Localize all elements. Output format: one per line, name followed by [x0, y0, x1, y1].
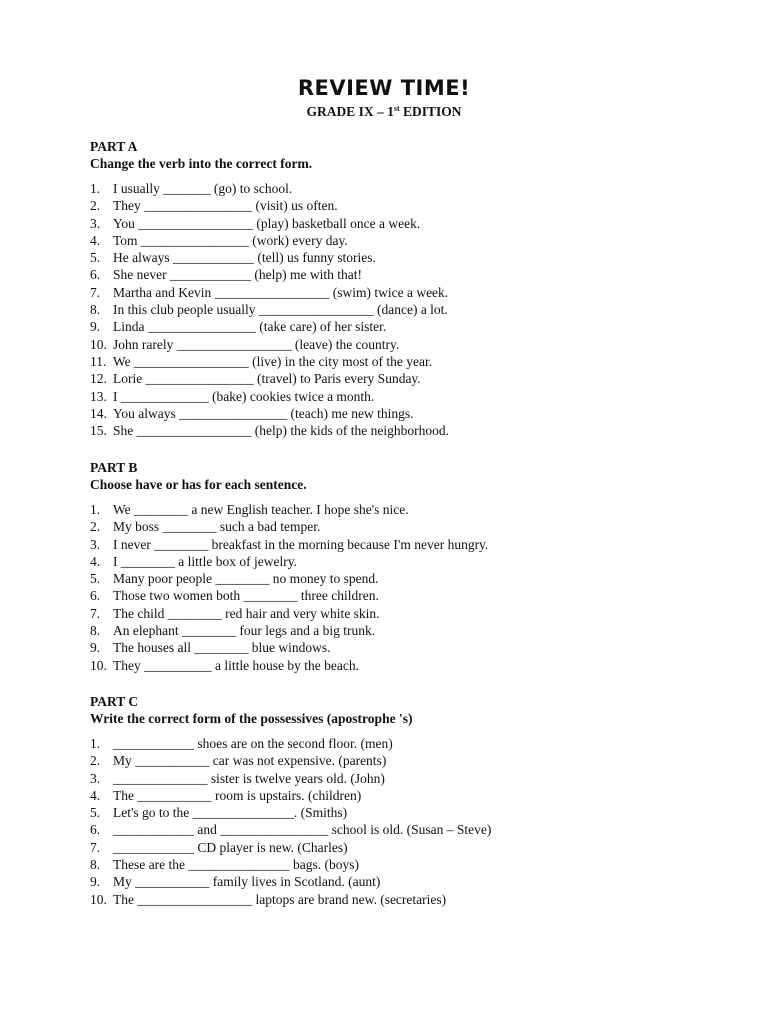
list-item — [90, 336, 449, 353]
list-item — [90, 215, 449, 232]
item-text: An elephant ________ four legs and a big trunk. — [113, 623, 376, 639]
subtitle-ordinal: st — [393, 104, 400, 113]
list-item — [90, 180, 449, 197]
part-a-list — [90, 180, 449, 439]
item-number: 4. — [90, 553, 101, 569]
item-text: Lorie ________________ (travel) to Paris every Sunday. — [113, 371, 421, 387]
item-number: 10. — [90, 657, 107, 673]
item-text: The child ________ red hair and very white skin. — [113, 605, 380, 621]
list-item — [90, 353, 449, 370]
item-number: 7. — [90, 839, 101, 855]
item-text: We ________ a new English teacher. I hope she's nice. — [113, 502, 409, 517]
item-number: 3. — [90, 215, 101, 231]
part-a-section — [90, 138, 449, 439]
item-number: 15. — [90, 423, 107, 439]
item-number: 4. — [90, 787, 101, 803]
item-text: I ________ a little box of jewelry. — [113, 553, 297, 569]
page-title: REVIEW TIME! — [297, 76, 471, 100]
item-number: 1. — [90, 736, 101, 751]
list-item — [90, 197, 449, 214]
part-b-section — [90, 459, 488, 674]
item-text: The ___________ room is upstairs. (children) — [113, 787, 362, 803]
list-item — [90, 518, 488, 535]
subtitle-edition: EDITION — [399, 104, 462, 119]
item-text: ____________ CD player is new. (Charles) — [113, 839, 348, 855]
item-text: I usually _______ (go) to school. — [113, 181, 293, 196]
list-item — [90, 657, 488, 674]
item-number: 9. — [90, 874, 101, 890]
item-text: We _________________ (live) in the city most of the year. — [113, 353, 433, 369]
item-text: He always ____________ (tell) us funny stories. — [113, 250, 376, 266]
item-number: 2. — [90, 198, 101, 214]
item-text: She never ____________ (help) me with that! — [113, 267, 362, 283]
item-number: 13. — [90, 388, 107, 404]
item-number: 5. — [90, 571, 101, 587]
item-text: You always ________________ (teach) me new things. — [113, 405, 414, 421]
item-number: 1. — [90, 181, 101, 196]
part-c-list — [90, 735, 491, 908]
part-c-section — [90, 693, 491, 908]
list-item — [90, 388, 449, 405]
item-number: 5. — [90, 805, 101, 821]
item-number: 11. — [90, 353, 107, 369]
item-text: These are the _______________ bags. (boys) — [113, 857, 359, 873]
list-item — [90, 422, 449, 439]
list-item — [90, 536, 488, 553]
list-item — [90, 821, 491, 838]
item-number: 6. — [90, 588, 101, 604]
list-item — [90, 839, 491, 856]
list-item — [90, 587, 488, 604]
part-c-heading: PART C — [90, 694, 139, 709]
item-text: ______________ sister is twelve years old. (John) — [113, 770, 385, 786]
item-number: 14. — [90, 405, 107, 421]
item-number: 10. — [90, 336, 107, 352]
list-item — [90, 553, 488, 570]
list-item — [90, 405, 449, 422]
item-number: 3. — [90, 536, 101, 552]
list-item — [90, 804, 491, 821]
list-item — [90, 284, 449, 301]
item-number: 9. — [90, 640, 101, 656]
list-item — [90, 891, 491, 908]
list-item — [90, 770, 491, 787]
item-text: My boss ________ such a bad temper. — [113, 519, 321, 535]
item-number: 7. — [90, 605, 101, 621]
item-text: The _________________ laptops are brand new. (secretaries) — [113, 891, 447, 907]
item-number: 10. — [90, 891, 107, 907]
item-text: ____________ and ________________ school is old. (Susan – Steve) — [113, 822, 492, 838]
item-number: 4. — [90, 232, 101, 248]
list-item — [90, 787, 491, 804]
list-item — [90, 266, 449, 283]
item-number: 6. — [90, 267, 101, 283]
item-text: You _________________ (play) basketball once a week. — [113, 215, 421, 231]
item-number: 8. — [90, 302, 101, 318]
part-a-instruction: Change the verb into the correct form. — [90, 156, 313, 171]
list-item — [90, 622, 488, 639]
item-text: She _________________ (help) the kids of the neighborhood. — [113, 423, 449, 439]
item-text: My ___________ family lives in Scotland. (aunt) — [113, 874, 381, 890]
part-b-instruction: Choose have or has for each sentence. — [90, 477, 307, 492]
item-text: ____________ shoes are on the second floor. (men) — [113, 736, 393, 751]
item-text: Linda ________________ (take care) of her sister. — [113, 319, 387, 335]
list-item — [90, 856, 491, 873]
list-item — [90, 735, 491, 752]
item-number: 5. — [90, 250, 101, 266]
item-text: Those two women both ________ three children. — [113, 588, 379, 604]
item-number: 1. — [90, 502, 101, 517]
item-number: 6. — [90, 822, 101, 838]
part-a-heading: PART A — [90, 139, 138, 154]
item-number: 9. — [90, 319, 101, 335]
list-item — [90, 752, 491, 769]
item-text: The houses all ________ blue windows. — [113, 640, 331, 656]
item-text: Many poor people ________ no money to spend. — [113, 571, 379, 587]
list-item — [90, 249, 449, 266]
list-item — [90, 570, 488, 587]
list-item — [90, 873, 491, 890]
item-text: I never ________ breakfast in the morning because I'm never hungry. — [113, 536, 489, 552]
item-text: They __________ a little house by the beach. — [113, 657, 359, 673]
list-item — [90, 370, 449, 387]
part-b-list — [90, 501, 488, 674]
item-text: My ___________ car was not expensive. (parents) — [113, 753, 387, 769]
item-text: Let's go to the _______________. (Smiths) — [113, 805, 348, 821]
item-number: 2. — [90, 519, 101, 535]
list-item — [90, 318, 449, 335]
item-number: 8. — [90, 623, 101, 639]
item-number: 8. — [90, 857, 101, 873]
item-number: 7. — [90, 284, 101, 300]
page-subtitle — [0, 104, 768, 120]
subtitle-grade: GRADE IX – 1 — [306, 104, 394, 119]
item-text: They ________________ (visit) us often. — [113, 198, 338, 214]
item-text: In this club people usually _________________ (dance) a lot. — [113, 302, 448, 318]
item-number: 3. — [90, 770, 101, 786]
item-number: 2. — [90, 753, 101, 769]
list-item — [90, 232, 449, 249]
item-number: 12. — [90, 371, 107, 387]
list-item — [90, 301, 449, 318]
item-text: I _____________ (bake) cookies twice a month. — [113, 388, 375, 404]
part-c-instruction: Write the correct form of the possessives (apostrophe 's) — [90, 711, 413, 726]
list-item — [90, 639, 488, 656]
item-text: Tom ________________ (work) every day. — [113, 232, 348, 248]
part-b-heading: PART B — [90, 460, 138, 475]
list-item — [90, 605, 488, 622]
list-item — [90, 501, 488, 518]
item-text: Martha and Kevin _________________ (swim) twice a week. — [113, 284, 449, 300]
item-text: John rarely _________________ (leave) the country. — [113, 336, 400, 352]
